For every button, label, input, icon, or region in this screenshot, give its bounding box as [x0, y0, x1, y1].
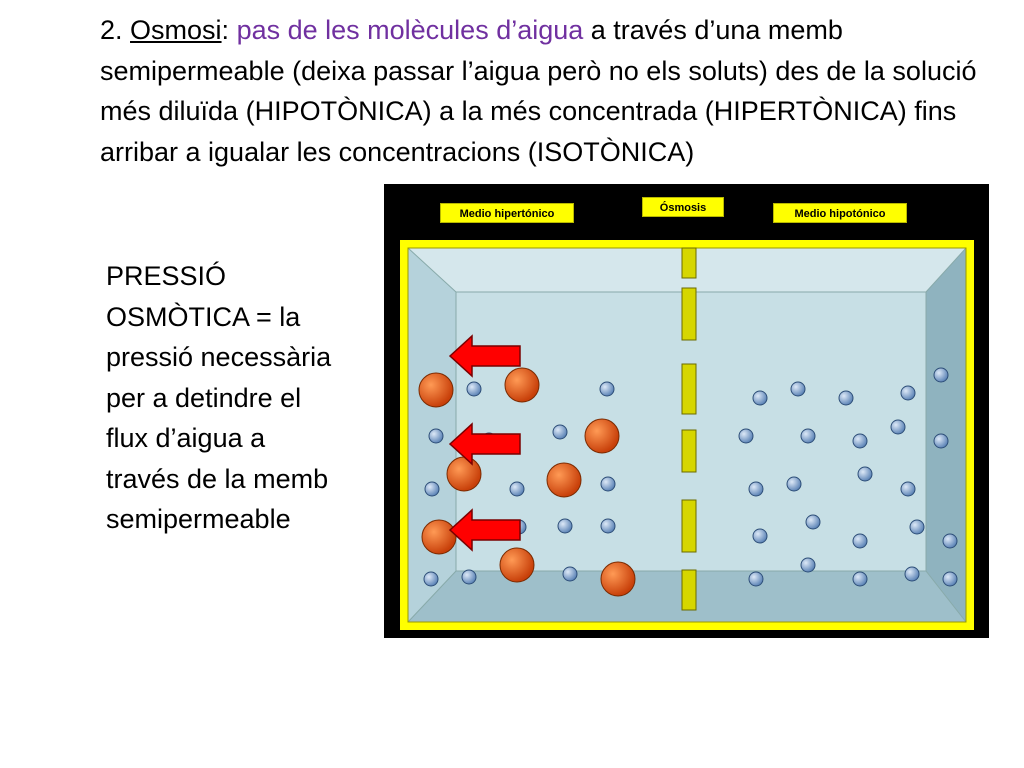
solute-particle [422, 520, 456, 554]
water-right-wall [926, 248, 966, 622]
water-molecule [739, 429, 753, 443]
membrane-segment [682, 288, 696, 340]
water-molecule [934, 434, 948, 448]
membrane-segment [682, 430, 696, 472]
section-number: 2. [100, 15, 131, 45]
definition-text: a través d’una memb semipermeable (deixa passar l’aigua però no els soluts) des de la solució més diluïda (HIPOTÒNICA) a la més concentrada (HIPERTÒNICA) fins arribar a igualar les concentracions (ISOTÒNICA) [100, 15, 977, 167]
membrane-segment [682, 364, 696, 414]
water-molecule [806, 515, 820, 529]
water-molecule [462, 570, 476, 584]
membrane-segment [682, 248, 696, 278]
water-molecule [601, 477, 615, 491]
water-molecule [858, 467, 872, 481]
water-molecule [934, 368, 948, 382]
osmosis-diagram-svg [384, 184, 989, 638]
water-molecule [425, 482, 439, 496]
water-molecule [853, 534, 867, 548]
solute-particle [447, 457, 481, 491]
solute-particle [601, 562, 635, 596]
membrane-segment [682, 570, 696, 610]
label-hypotonic: Medio hipotónico [773, 203, 907, 223]
water-molecule [853, 572, 867, 586]
solute-particle [547, 463, 581, 497]
highlight-phrase: pas de les molècules d’aigua [236, 15, 584, 45]
water-molecule [943, 534, 957, 548]
osmosis-diagram [384, 184, 989, 638]
water-molecule [749, 482, 763, 496]
water-molecule [558, 519, 572, 533]
water-molecule [901, 482, 915, 496]
water-molecule [563, 567, 577, 581]
water-molecule [791, 382, 805, 396]
membrane-segment [682, 500, 696, 552]
water-molecule [424, 572, 438, 586]
label-hypertonic: Medio hipertónico [440, 203, 574, 223]
water-molecule [510, 482, 524, 496]
water-molecule [600, 382, 614, 396]
water-molecule [553, 425, 567, 439]
water-molecule [801, 558, 815, 572]
water-molecule [839, 391, 853, 405]
water-molecule [891, 420, 905, 434]
water-molecule [910, 520, 924, 534]
water-molecule [787, 477, 801, 491]
water-molecule [467, 382, 481, 396]
water-molecule [905, 567, 919, 581]
osmotic-pressure-definition: PRESSIÓ OSMÒTICA = la pressió necessària per a detindre el flux d’aigua a través de la memb semipermeable [106, 261, 332, 534]
main-paragraph [100, 10, 1000, 172]
water-molecule [753, 391, 767, 405]
water-molecule [901, 386, 915, 400]
solute-particle [585, 419, 619, 453]
water-molecule [853, 434, 867, 448]
label-osmosis: Ósmosis [642, 197, 724, 217]
term-osmosi: Osmosi [130, 15, 222, 45]
colon: : [221, 15, 237, 45]
water-molecule [749, 572, 763, 586]
water-molecule [801, 429, 815, 443]
water-molecule [753, 529, 767, 543]
water-molecule [943, 572, 957, 586]
solute-particle [505, 368, 539, 402]
water-molecule [429, 429, 443, 443]
water-molecule [601, 519, 615, 533]
solute-particle [419, 373, 453, 407]
solute-particle [500, 548, 534, 582]
